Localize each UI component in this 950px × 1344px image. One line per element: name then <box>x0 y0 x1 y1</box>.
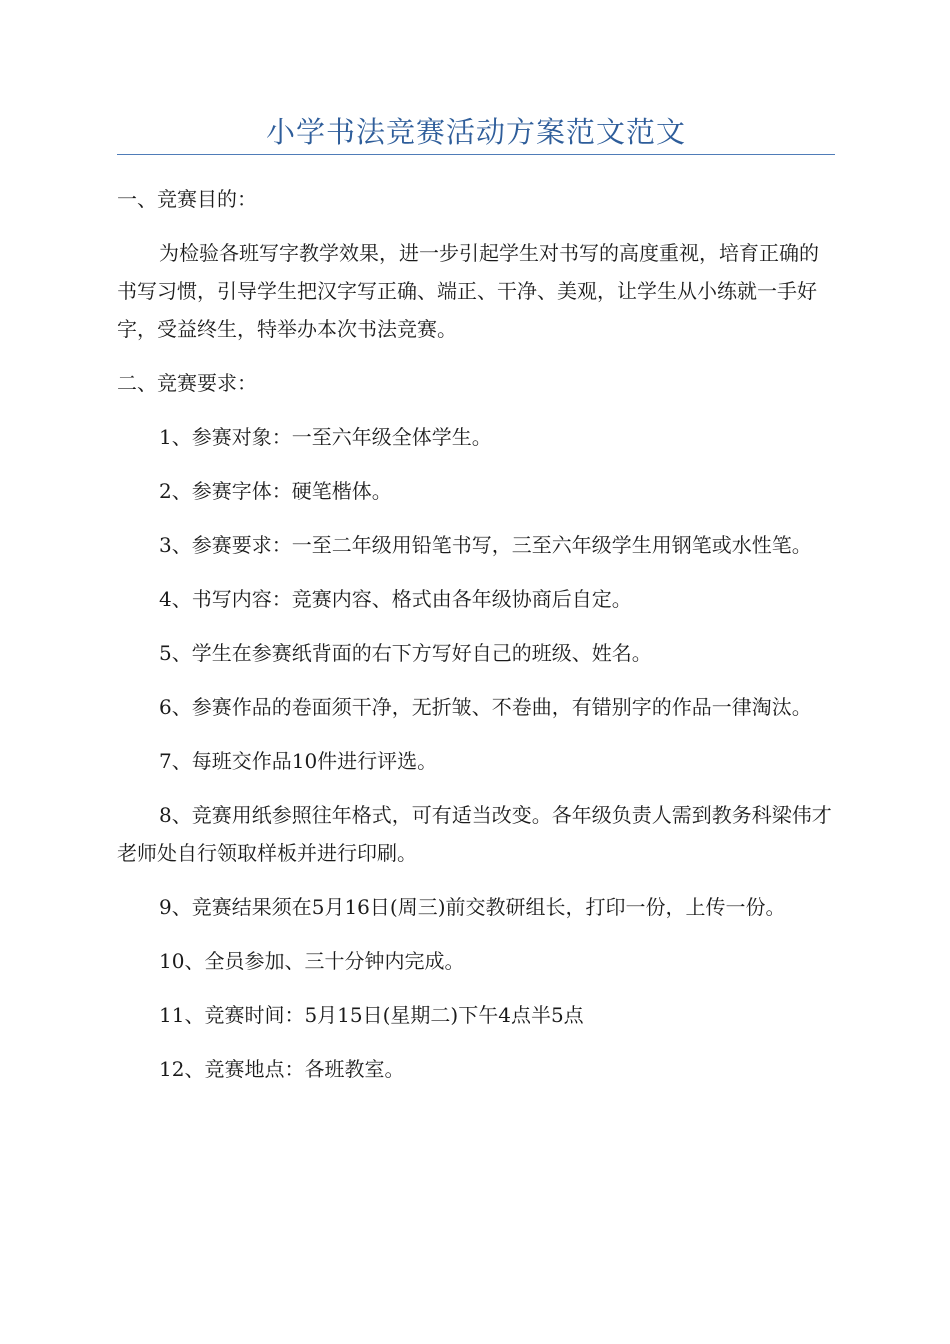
requirement-item: 2、参赛字体：硬笔楷体。 <box>159 479 392 503</box>
requirement-item: 8、竞赛用纸参照往年格式，可有适当改变。各年级负责人需到教务科梁伟才老师处自行领取样板并进行印刷。 <box>117 803 832 865</box>
purpose-paragraph: 为检验各班写字教学效果，进一步引起学生对书写的高度重视，培育正确的书写习惯，引导学生把汉字写正确、端正、干净、美观，让学生从小练就一手好字，受益终生，特举办本次书法竞赛。 <box>117 241 819 341</box>
title-underline <box>117 154 835 155</box>
requirement-item: 10、全员参加、三十分钟内完成。 <box>159 949 465 973</box>
requirement-item: 11、竞赛时间：5月15日(星期二)下午4点半5点 <box>159 1003 584 1027</box>
requirement-item: 5、学生在参赛纸背面的右下方写好自己的班级、姓名。 <box>159 641 652 665</box>
requirement-item: 12、竞赛地点：各班教室。 <box>159 1057 405 1081</box>
requirement-item: 7、每班交作品10件进行评选。 <box>159 749 438 773</box>
requirement-item: 1、参赛对象：一至六年级全体学生。 <box>159 425 492 449</box>
section-heading-requirements: 二、竞赛要求： <box>117 371 257 395</box>
document-body <box>117 180 835 1088</box>
section-heading-purpose: 一、竞赛目的： <box>117 187 257 211</box>
requirement-item: 9、竞赛结果须在5月16日(周三)前交教研组长，打印一份，上传一份。 <box>159 895 786 919</box>
document-title: 小学书法竞赛活动方案范文范文 <box>265 115 686 149</box>
requirement-item: 6、参赛作品的卷面须干净，无折皱、不卷曲，有错别字的作品一律淘汰。 <box>159 695 812 719</box>
requirement-item: 3、参赛要求：一至二年级用铅笔书写，三至六年级学生用钢笔或水性笔。 <box>159 533 812 557</box>
requirement-item: 4、书写内容：竞赛内容、格式由各年级协商后自定。 <box>159 587 632 611</box>
